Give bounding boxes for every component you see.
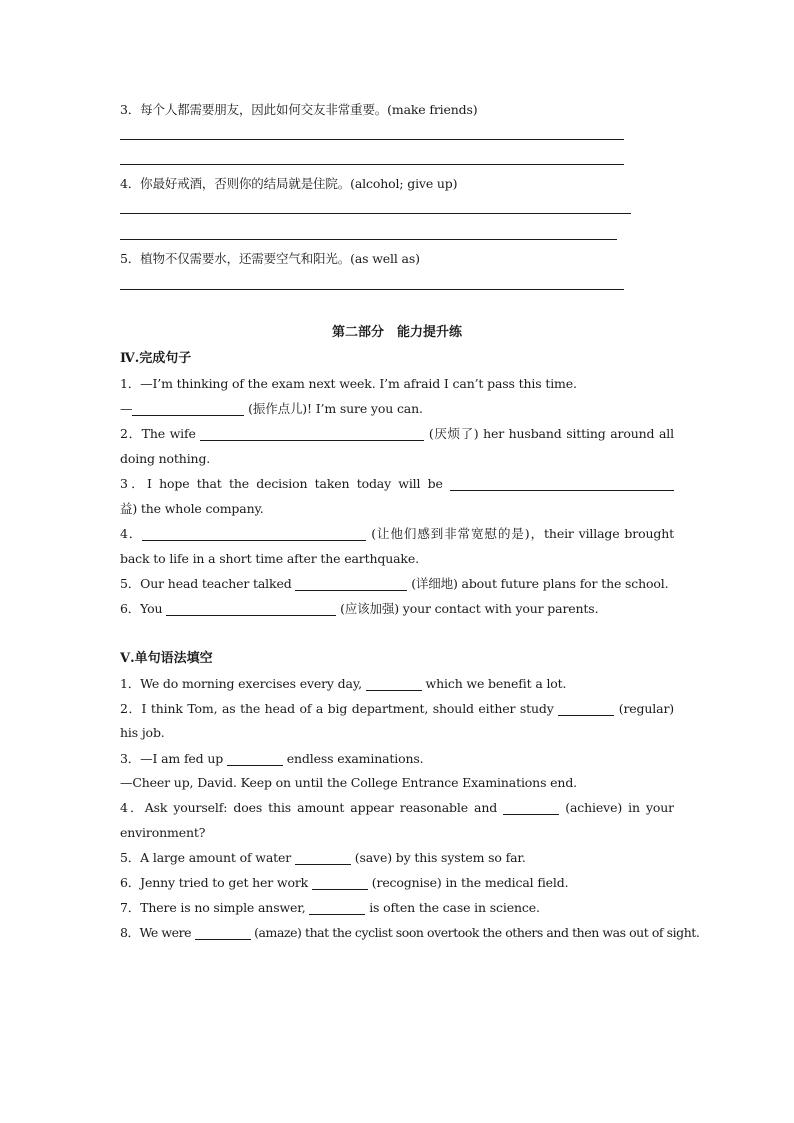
s4-q1-line2: — (振作点儿)! I’m sure you can. [120,401,423,416]
s5-q4-line2: environment? [120,825,206,840]
answer-blank[interactable] [295,576,407,591]
answer-line [120,164,624,165]
part2-title: 第二部分 能力提升练 [331,325,462,340]
s5-q3-line1: 3．—I am fed up endless examinations. [120,751,424,766]
answer-line [120,139,624,140]
answer-blank[interactable] [142,526,366,541]
s4-q1-line1: 1．—I’m thinking of the exam next week. I’m afraid I can’t pass this time. [120,376,577,391]
answer-line [120,213,631,214]
s4-q6: 6．You (应该加强) your contact with your parents. [120,601,599,616]
translation-q3: 3．每个人都需要朋友，因此如何交友非常重要。(make friends) [120,102,478,117]
s5-q2-line2: his job. [120,725,165,740]
answer-blank[interactable] [132,401,244,416]
answer-blank[interactable] [503,800,559,815]
s5-q7: 7．There is no simple answer, is often the case in science. [120,900,540,915]
answer-line [120,239,617,240]
s5-q3-line2: —Cheer up, David. Keep on until the College Entrance Examinations end. [120,775,577,790]
answer-blank[interactable] [558,701,614,716]
answer-blank[interactable] [450,476,674,491]
s4-q4-line2: back to life in a short time after the earthquake. [120,551,419,566]
s5-q6: 6．Jenny tried to get her work (recognise) in the medical field. [120,875,569,890]
s5-q8: 8．We were (amaze) that the cyclist soon overtook the others and then was out of sight. [120,925,700,940]
s5-q1: 1．We do morning exercises every day, which we benefit a lot. [120,676,567,691]
translation-q5: 5．植物不仅需要水，还需要空气和阳光。(as well as) [120,251,420,266]
answer-blank[interactable] [195,925,251,940]
translation-q4: 4．你最好戒酒，否则你的结局就是住院。(alcohol; give up) [120,176,458,191]
answer-blank[interactable] [295,850,351,865]
s4-q2-line1: 2．The wife (厌烦了) her husband sitting around all [120,426,674,441]
section5-title: Ⅴ.单句语法填空 [120,651,213,666]
answer-blank[interactable] [227,751,283,766]
s4-q3-line1: 3．I hope that the decision taken today will be [120,471,674,496]
s4-q4-line1: 4． (让他们感到非常宽慰的是)，their village brought [120,526,674,541]
answer-blank[interactable] [166,601,336,616]
s4-q3-line2: 益) the whole company. [120,501,264,516]
section4-title: Ⅳ.完成句子 [120,351,192,366]
s4-q5: 5．Our head teacher talked (详细地) about future plans for the school. [120,576,669,591]
answer-blank[interactable] [366,676,422,691]
answer-blank[interactable] [312,875,368,890]
answer-blank[interactable] [200,426,424,441]
s4-q2-line2: doing nothing. [120,451,211,466]
s5-q5: 5．A large amount of water (save) by this system so far. [120,850,526,865]
answer-line [120,289,624,290]
s5-q4-line1: 4．Ask yourself: does this amount appear reasonable and (achieve) in your [120,800,674,815]
s5-q2-line1: 2．I think Tom, as the head of a big department, should either study (regular) [120,701,674,716]
answer-blank[interactable] [309,900,365,915]
